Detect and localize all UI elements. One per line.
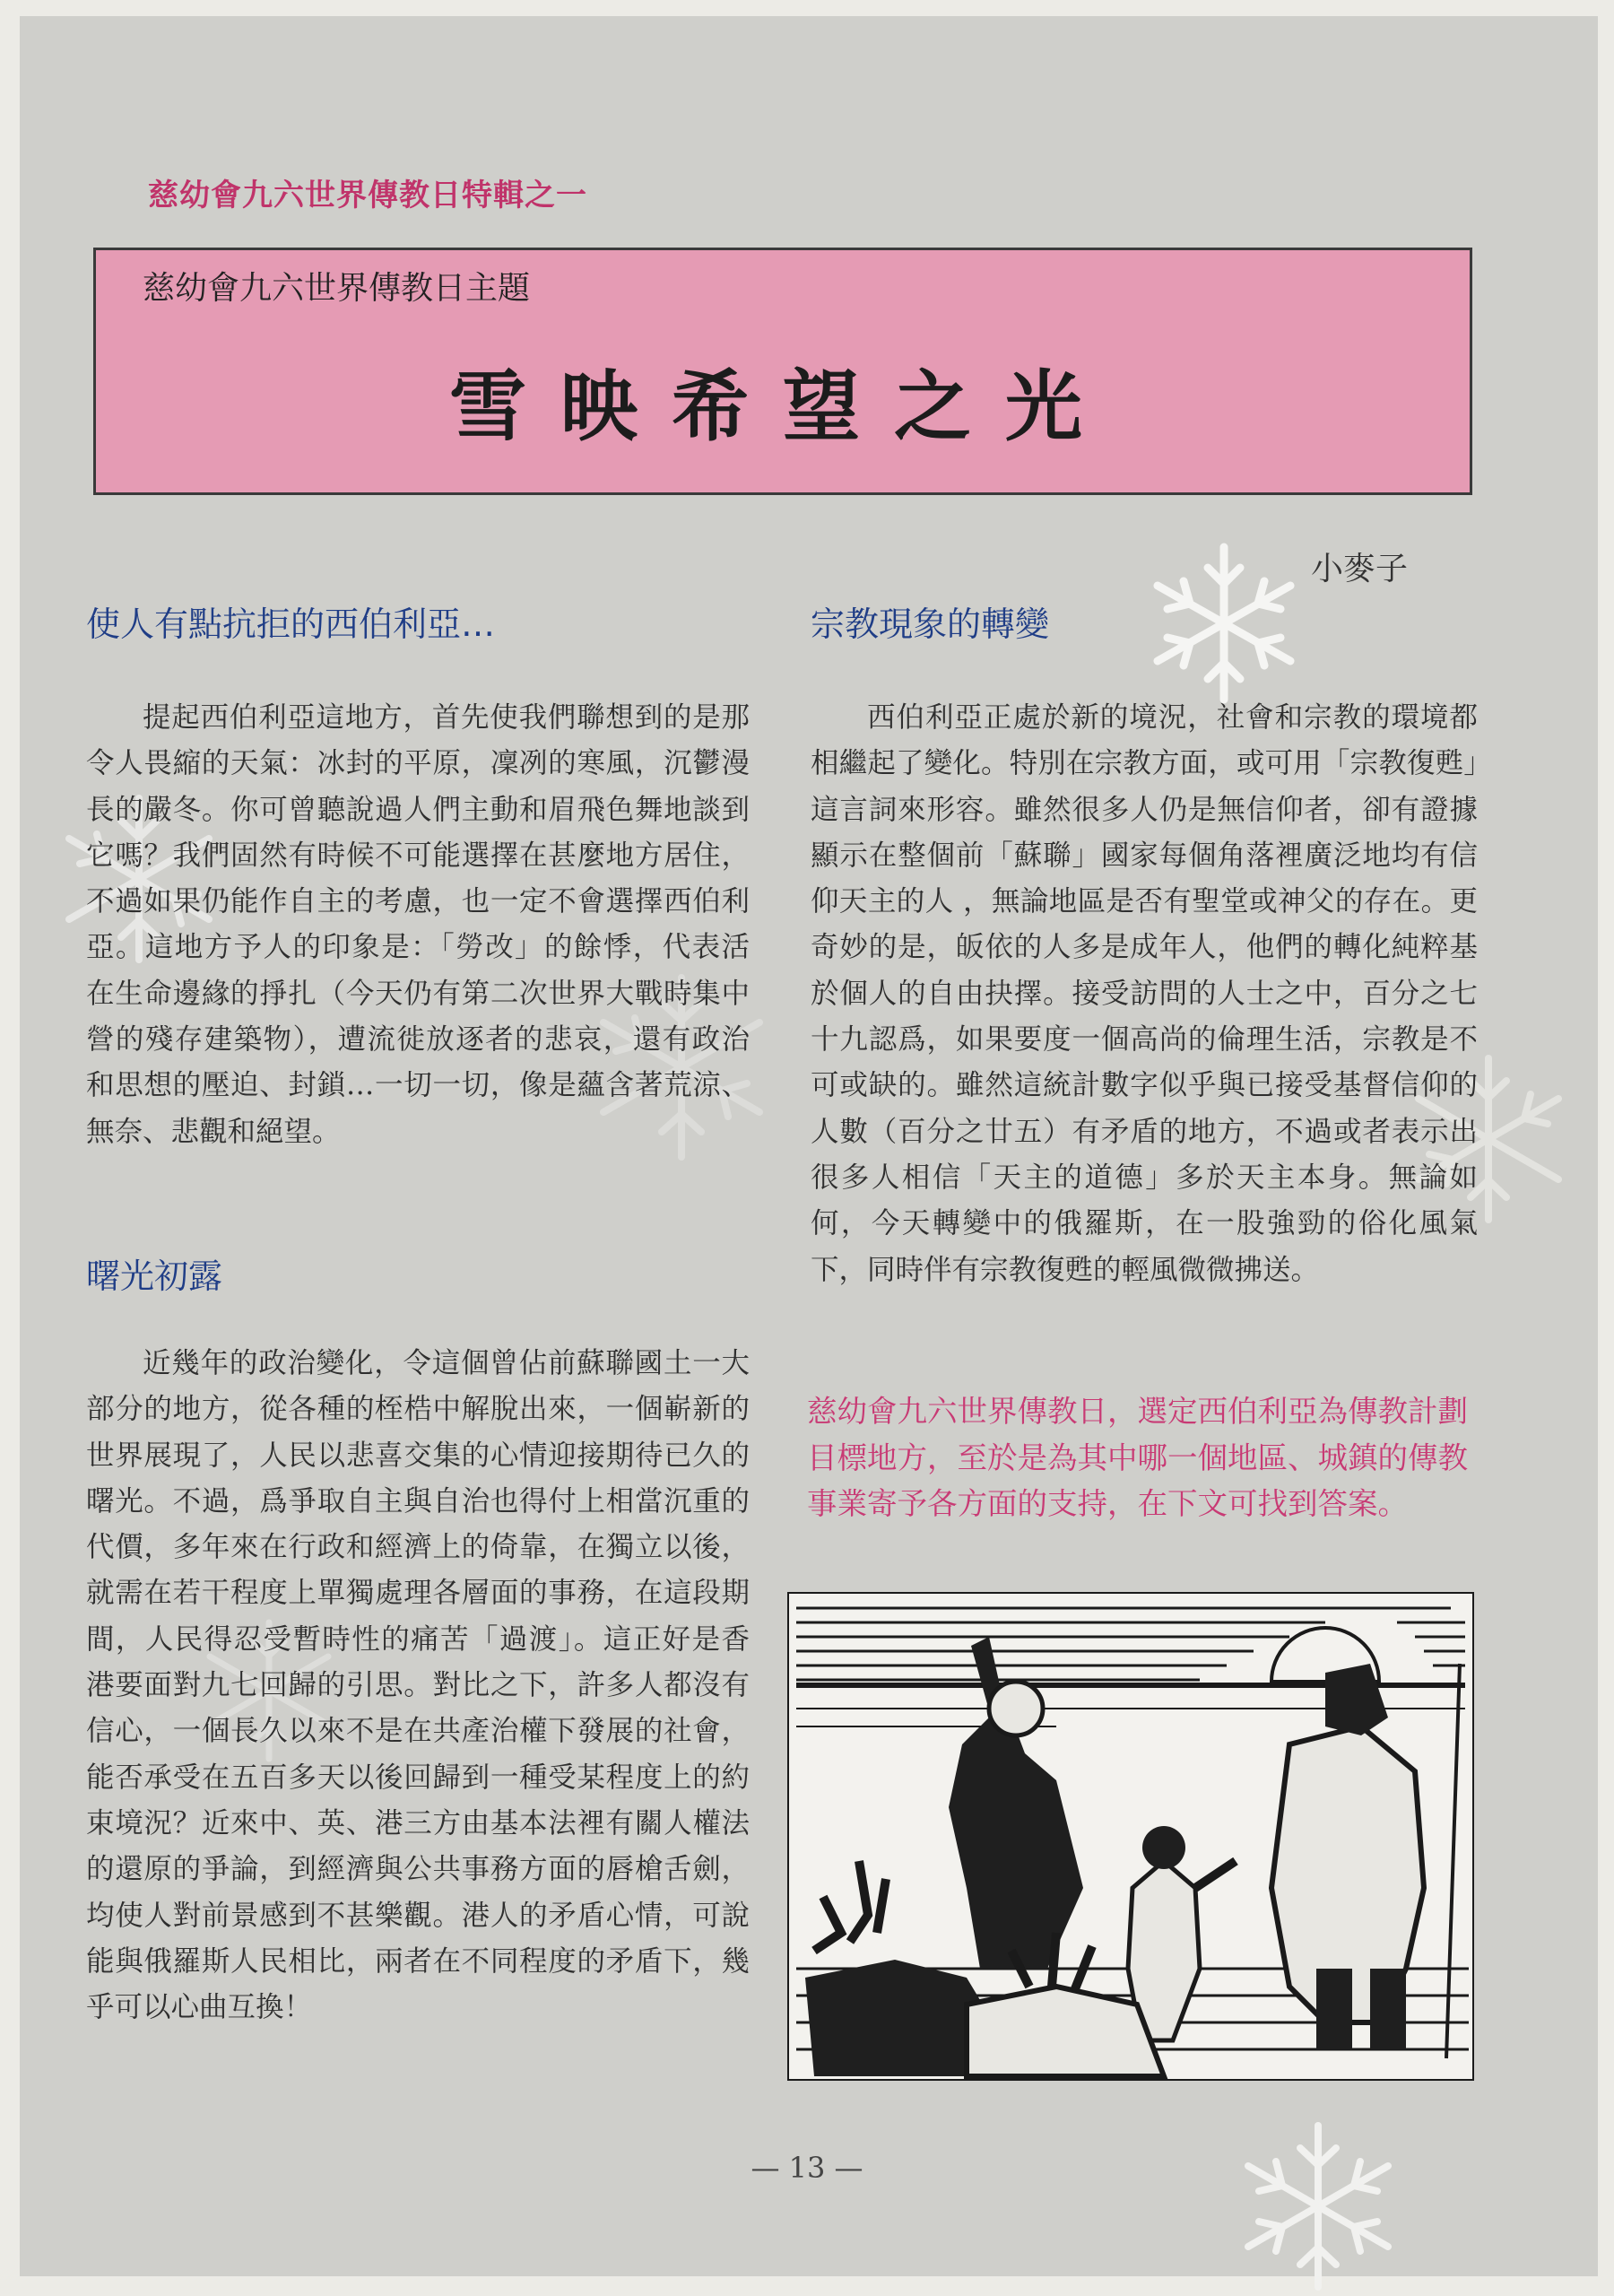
banner-subtitle: 慈幼會九六世界傳教日主題	[143, 270, 531, 307]
section-heading-siberia: 使人有點抗拒的西伯利亞…	[86, 604, 496, 644]
page-number: — 13 —	[751, 2151, 863, 2185]
author-name: 小麥子	[1311, 551, 1409, 587]
paragraph-siberia: 提起西伯利亞這地方，首先使我們聯想到的是那令人畏縮的天氣：冰封的平原，凜冽的寒風，沉鬱漫長的嚴冬。你可曾聽說過人們主動和眉飛色舞地談到它嗎？我們固然有時候不可能選擇在甚麼地方居住，不過如果仍能作自主的考慮，也一定不會選擇西伯利亞。這地方予人的印象是：「勞改」的餘悸，代表活在生命邊緣的掙扎（今天仍有第二次世界大戰時集中營的殘存建築物），遭流徙放逐者的悲哀，還有政治和思想的壓迫、封鎖…一切一切，像是蘊含著荒涼、無奈、悲觀和絕望。	[86, 701, 750, 1148]
highlight-note: 慈幼會九六世界傳教日，選定西伯利亞為傳教計劃目標地方，至於是為其中哪一個地區、城鎮的傳教事業寄予各方面的支持，在下文可找到答案。	[807, 1394, 1468, 1521]
section-heading-dawn: 曙光初露	[86, 1257, 223, 1296]
series-header: 慈幼會九六世界傳教日特輯之一	[148, 178, 587, 213]
siberia-illustration	[787, 1592, 1474, 2081]
section-heading-religion: 宗教現象的轉變	[811, 604, 1050, 644]
snowflake-icon	[1139, 538, 1309, 709]
title-banner	[93, 248, 1472, 495]
snowflake-icon	[1228, 2117, 1408, 2296]
page-title: 雪映希望之光	[449, 362, 1116, 452]
paragraph-religion: 西伯利亞正處於新的境況，社會和宗教的環境都相繼起了變化。特別在宗教方面，或可用「宗教復甦」這言詞來形容。雖然很多人仍是無信仰者，卻有證據顯示在整個前「蘇聯」國家每個角落裡廣泛地均有信仰天主的人 ，無論地區是否有聖堂或神父的存在。更奇妙的是，皈依的人多是成年人，他們的轉化純粹基於個人的自由抉擇。接受訪問的人士之中，百分之七十九認爲，如果要度一個高尚的倫理生活，宗教是不可或缺的。雖然這統計數字似乎與已接受基督信仰的人數（百分之廿五）有矛盾的地方，不過或者表示出很多人相信「天主的道德」多於天主本身。無論如何，今天轉變中的俄羅斯，在一股強勁的俗化風氣下，同時伴有宗教復甦的輕風微微拂送。	[811, 701, 1478, 1286]
paragraph-dawn: 近幾年的政治變化，令這個曾佔前蘇聯國土一大部分的地方，從各種的桎梏中解脫出來，一個嶄新的世界展現了，人民以悲喜交集的心情迎接期待已久的曙光。不過，爲爭取自主與自治也得付上相當沉重的代價，多年來在行政和經濟上的倚靠，在獨立以後，就需在若干程度上單獨處理各層面的事務，在這段期間，人民得忍受暫時性的痛苦「過渡」。這正好是香港要面對九七回歸的引思。對比之下，許多人都沒有信心，一個長久以來不是在共產治權下發展的社會，能否承受在五百多天以後回歸到一種受某程度上的約束境況？近來中、英、港三方由基本法裡有關人權法的還原的爭論，到經濟與公共事務方面的唇槍舌劍，均使人對前景感到不甚樂觀。港人的矛盾心情，可說能與俄羅斯人民相比，兩者在不同程度的矛盾下，幾乎可以心曲互換！	[86, 1347, 750, 2024]
